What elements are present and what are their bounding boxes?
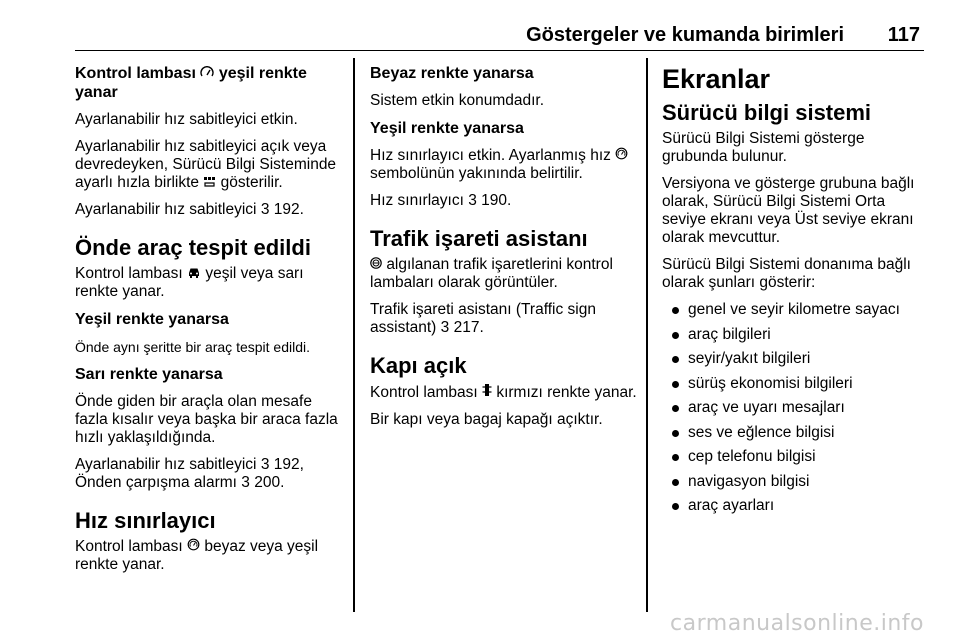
- reference-arrow-icon: 3: [468, 192, 477, 209]
- reference-arrow-icon: 3: [260, 456, 270, 473]
- list-item: araç bilgileri: [662, 326, 932, 344]
- reference-arrow-icon: 3: [241, 474, 250, 491]
- paragraph: Hız sınırlayıcı etkin. Ayarlanmış hız sembolünün yakınında belirtilir.: [370, 147, 638, 183]
- page-reference[interactable]: 217.: [453, 319, 484, 336]
- page-reference[interactable]: 192.: [273, 201, 304, 218]
- white-heading: Beyaz renkte yanarsa: [370, 65, 534, 82]
- paragraph: Kontrol lambası beyaz veya yeşil renkte yanar.: [75, 538, 319, 573]
- reference-arrow-icon: 3: [440, 319, 450, 336]
- paragraph: Trafik işareti asistanı (Traffic sign assistant) 3 217.: [370, 301, 596, 336]
- page-reference[interactable]: 192,: [273, 456, 304, 473]
- adaptive-cruise-heading: Kontrol lambası yeşil renkte yanar: [75, 65, 307, 101]
- speed-limiter-icon: [615, 147, 628, 165]
- paragraph: Önde aynı şeritte bir araç tespit edildi.: [75, 339, 311, 355]
- paragraph: Ayarlanabilir hız sabitleyici 3 192.: [75, 201, 304, 218]
- paragraph: Hız sınırlayıcı 3 190.: [370, 192, 512, 209]
- section-title-traffic-sign: Trafik işareti asistanı: [370, 226, 588, 251]
- column-1: [75, 64, 347, 583]
- paragraph: Sürücü Bilgi Sistemi donanıma bağlı olarak şunları gösterir:: [662, 256, 911, 291]
- column-divider-1: [353, 58, 355, 612]
- paragraph: Önde giden bir araçla olan mesafe fazla kısalır veya başka bir araca fazla hızlı yaklaşıldığında.: [75, 393, 338, 446]
- page-reference[interactable]: 200.: [254, 474, 285, 491]
- car-speed-icon: [203, 174, 216, 192]
- list-item: araç ayarları: [662, 497, 932, 515]
- list-item: cep telefonu bilgisi: [662, 448, 932, 466]
- list-item: ses ve eğlence bilgisi: [662, 424, 932, 442]
- section-title-speed-limiter: Hız sınırlayıcı: [75, 508, 216, 533]
- section-title-displays: Ekranlar: [662, 64, 771, 94]
- list-item: sürüş ekonomisi bilgileri: [662, 375, 932, 393]
- list-item: seyir/yakıt bilgileri: [662, 350, 932, 368]
- watermark: carmanualsonline.info: [670, 611, 924, 636]
- list-item: araç ve uyarı mesajları: [662, 399, 932, 417]
- column-divider-2: [646, 58, 648, 612]
- section-title-door-open: Kapı açık: [370, 353, 467, 378]
- header-title: Göstergeler ve kumanda birimleri: [526, 24, 844, 46]
- feature-list: [662, 301, 932, 515]
- speedometer-icon: [200, 64, 214, 83]
- paragraph: Ayarlanabilir hız sabitleyici 3 192, Önden çarpışma alarmı 3 200.: [75, 456, 304, 491]
- green-heading: Yeşil renkte yanarsa: [75, 311, 229, 328]
- paragraph: Ayarlanabilir hız sabitleyici açık veya devredeyken, Sürücü Bilgi Sisteminde ayarlı hızla birlikte gösterilir.: [75, 138, 337, 191]
- section-title-vehicle-detected: Önde araç tespit edildi: [75, 235, 311, 260]
- paragraph: Versiyona ve gösterge grubuna bağlı olarak, Sürücü Bilgi Sistemi Orta seviye ekranı veya Üst seviye ekranı olarak mevcuttur.: [662, 175, 915, 246]
- traffic-sign-icon: [370, 256, 382, 274]
- list-item: navigasyon bilgisi: [662, 473, 932, 491]
- paragraph: Kontrol lambası kırmızı renkte yanar.: [370, 384, 637, 401]
- subsection-title-driver-info: Sürücü bilgi sistemi: [662, 100, 872, 125]
- green-heading: Yeşil renkte yanarsa: [370, 120, 524, 137]
- list-item: genel ve seyir kilometre sayacı: [662, 301, 932, 319]
- door-open-icon: [482, 383, 492, 402]
- column-3: [662, 64, 932, 522]
- page-number: 117: [887, 24, 920, 46]
- paragraph: Sistem etkin konumdadır.: [370, 92, 545, 109]
- paragraph: Bir kapı veya bagaj kapağı açıktır.: [370, 411, 603, 428]
- page-header: [75, 0, 924, 51]
- paragraph: algılanan trafik işaretlerini kontrol lambaları olarak görüntüler.: [370, 256, 613, 291]
- paragraph: Ayarlanabilir hız sabitleyici etkin.: [75, 111, 298, 128]
- vehicle-ahead-icon: [187, 265, 201, 283]
- column-2: [370, 64, 638, 438]
- paragraph: Sürücü Bilgi Sistemi gösterge grubunda bulunur.: [662, 130, 865, 165]
- page-reference[interactable]: 190.: [481, 192, 512, 209]
- paragraph: Kontrol lambası yeşil veya sarı renkte yanar.: [75, 265, 304, 300]
- speed-limiter-icon: [187, 538, 200, 556]
- reference-arrow-icon: 3: [260, 201, 270, 218]
- yellow-heading: Sarı renkte yanarsa: [75, 366, 223, 383]
